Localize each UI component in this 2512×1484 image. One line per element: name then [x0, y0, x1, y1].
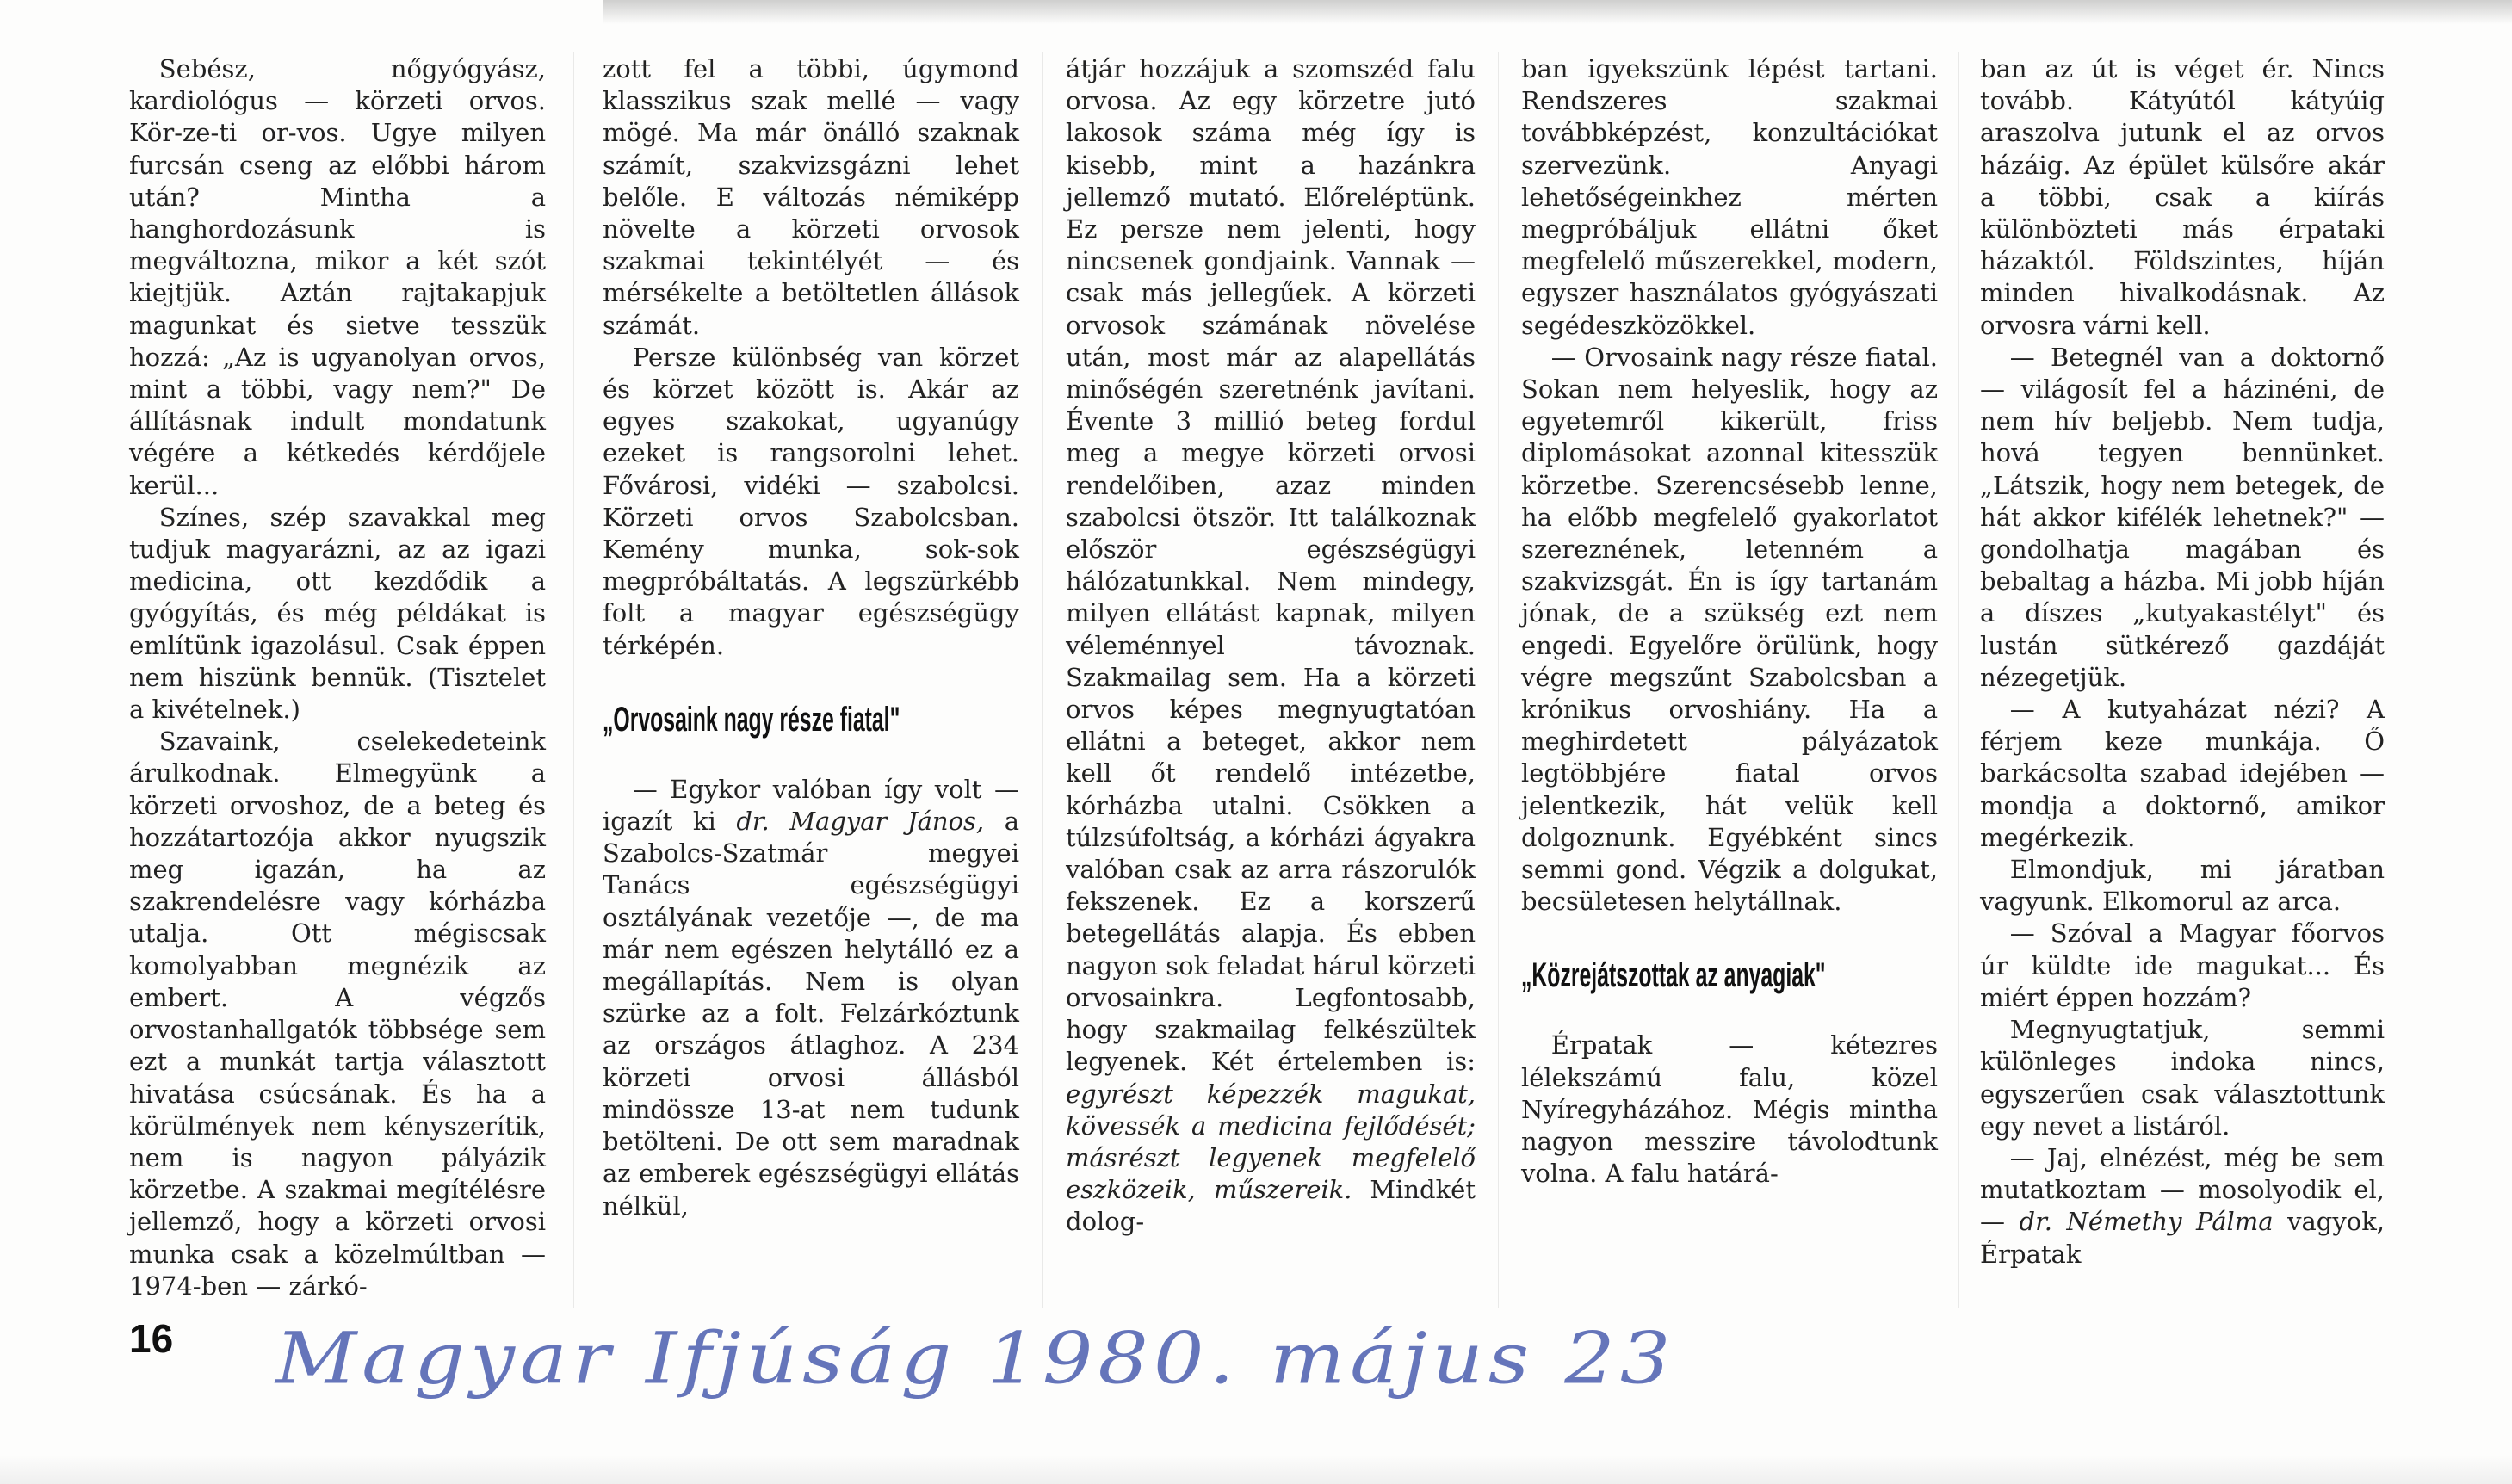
article-column-5 [1980, 53, 2385, 1271]
scan-edge [0, 1455, 2512, 1484]
scan-shading [603, 0, 2512, 24]
handwritten-source-note: Magyar Ifjúság 1980. május 23 [275, 1317, 1676, 1401]
paragraph: ban az út is véget ér. Nincs tovább. Kátyútól kátyúig araszolva jutunk el az orvos házáig. Az épület külsőre akár a többi, csak a kiírás különbözteti más érpataki házaktól. Földszintes, híján minden hivalkodásnak. Az orvosra várni kell. [1980, 54, 2385, 340]
person-name: dr. Magyar János, [736, 807, 985, 837]
subheading: „Közrejátszottak az anyagiak" [1521, 956, 1826, 995]
paragraph-text: a Szabolcs-Szatmár megyei Tanács egészségügyi osztályának vezetője —, de ma már nem egészen helytálló ez a megállapítás. Nem is olyan szürke az a folt. Felzárkóztunk az országos átlaghoz. A 234 körzeti orvosi állásból mindössze 13-at nem tudunk betölteni. De ott sem maradnak az emberek egészségügyi ellátás nélkül, [603, 807, 1019, 1221]
paragraph: Érpatak — kétezres lélekszámú falu, közel Nyíregyházához. Mégis mintha nagyon messzire távolodtunk volna. A falu határá- [1521, 1030, 1938, 1189]
paragraph: — A kutyaházat nézi? A férjem keze munkája. Ő barkácsolta szabad idejében — mondja a doktornő, amikor megérkezik. [1980, 695, 2385, 852]
subheading: „Orvosaink nagy része fiatal" [603, 700, 900, 739]
person-name: dr. Némethy Pálma [2019, 1207, 2274, 1237]
paragraph: zott fel a többi, úgymond klasszikus szak mellé — vagy mögé. Ma már önálló szaknak számít, szakvizsgázni lehet belőle. E változás némiképp növelte a körzeti orvosok szakmai tekintélyét — és mérsékelte a betöltetlen állások számát. [603, 54, 1019, 340]
paragraph-text: — Egykor valóban így volt — igazít ki [603, 774, 1019, 837]
paragraph: ban igyekszünk lépést tartani. Rendszeres szakmai továbbképzést, konzultációkat szervezünk. Anyagi lehetőségeinkhez mérten megpróbáljuk ellátni őket megfelelő műszerekkel, modern, egyszer használatos gyógyászati segédeszközökkel. [1521, 54, 1938, 340]
article-column-4 [1521, 53, 1938, 1190]
paragraph: Sebész, nőgyógyász, kardiológus — körzeti orvos. Kör-ze-ti or-vos. Ugye milyen furcsán cseng az előbbi három után? Mintha a hanghordozásunk is megváltozna, mikor a két szót kiejtjük. Aztán rajtakapjuk magunkat és sietve tesszük hozzá: „Az is ugyanolyan orvos, mint a többi, vagy nem?" De állításnak indult mondatunk végére a kétkedés kérdőjele kerül... [129, 54, 546, 500]
article-column-1 [129, 53, 546, 1302]
paragraph-text: vagyok, Érpatak [1980, 1207, 2385, 1269]
paragraph: — Orvosaink nagy része fiatal. Sokan nem helyeslik, hogy az egyetemről kikerült, friss diplomásokat azonnal kitesszük körzetbe. Szerencsésebb lenne, ha előbb megfelelő gyakorlatot szereznének, letenném a szakvizsgát. Én is így tartanám jónak, de a szükség ezt nem engedi. Egyelőre örülünk, hogy végre megszűnt Szabolcsban a krónikus orvoshiány. Ha a meghirdetett pályázatok legtöbbjére fiatal orvos jelentkezik, hát velük kell dolgoznunk. Egyébként sincs semmi gond. Végzik a dolgukat, becsületesen helytállnak. [1521, 342, 1938, 917]
paragraph-text: átjár hozzájuk a szomszéd falu orvosa. Az egy körzetre jutó lakosok száma még így is kisebb, mint a hazánkra jellemző mutató. Előreléptünk. Ez persze nem jelenti, hogy nincsenek gondjaink. Vannak — csak más jellegűek. A körzeti orvosok számának növelése után, most már az alapellátás minőségén szeretnénk javítani. Évente 3 millió beteg fordul meg a megye körzeti orvosi rendelőiben, azaz minden szabolcsi ötször. Itt találkoznak először egészségügyi hálózatunkkal. Nem mindegy, milyen ellátást kapnak, milyen véleménnyel távoznak. Szakmailag sem. Ha a körzeti orvos képes megnyugtatóan ellátni a beteget, akkor nem kell őt rendelő intézetbe, kórházba utalni. Csökken a túlzsúfoltság, a kórházi ágyakra valóban csak az arra rászorulók fekszenek. Ez a korszerű betegellátás alapja. És ebben nagyon sok feladat hárul körzeti orvosainkra. Legfontosabb, hogy szakmailag felkészültek legyenek. Két értelemben is: [1066, 54, 1476, 1077]
column-divider [1498, 52, 1499, 1308]
paragraph [1980, 1142, 2385, 1271]
paragraph: Színes, szép szavakkal meg tudjuk magyarázni, az az igazi medicina, ott kezdődik a gyógyítás, és még példákat is említünk igazolásul. Csak éppen nem hiszünk bennük. (Tisztelet a kivételnek.) [129, 502, 546, 725]
paragraph-text: Mindkét dolog- [1066, 1175, 1476, 1237]
column-divider [573, 52, 574, 1308]
paragraph: Elmondjuk, mi járatban vagyunk. Elkomorul az arca. [1980, 855, 2385, 917]
article-column-2 [603, 53, 1019, 1222]
paragraph: Megnyugtatjuk, semmi különleges indoka nincs, egyszerűen csak választottunk egy nevet a listáról. [1980, 1015, 2385, 1141]
page-number: 16 [129, 1316, 174, 1361]
paragraph: Szavaink, cselekedeteink árulkodnak. Elmegyünk a körzeti orvoshoz, de a beteg és hozzátartozója akkor nyugszik meg igazán, ha az szakrendelésre vagy kórházba utalja. Ott mégiscsak komolyabban megnézik az embert. A végzős orvostanhallgatók többsége sem ezt a munkát tartja választott hivatása csúcsának. És ha a körülmények nem kényszerítik, nem is nagyon pályázik körzetbe. A szakmai megítélésre jellemző, hogy a körzeti orvosi munka csak a közelmúltban — 1974-ben — zárkó- [129, 727, 546, 1301]
paragraph [1066, 53, 1476, 1239]
paragraph: Persze különbség van körzet és körzet között is. Akár az egyes szakokat, ugyanúgy ezeket is rangsorolni lehet. Fővárosi, vidéki — szabolcsi. Körzeti orvos Szabolcsban. Kemény munka, sok-sok megpróbáltatás. A legszürkébb folt a magyar egészségügy térképén. [603, 342, 1019, 660]
article-column-3 [1066, 53, 1476, 1239]
paragraph-text: — Jaj, elnézést, még be sem mutatkoztam — mosolyodik el, — [1980, 1142, 2385, 1237]
column-divider [1958, 52, 1959, 1308]
paragraph [603, 774, 1019, 1222]
paragraph: — Szóval a Magyar főorvos úr küldte ide magukat... És miért éppen hozzám? [1980, 918, 2385, 1012]
paragraph: — Betegnél van a doktornő — világosít fel a házinéni, de nem hív beljebb. Nem tudja, hová tegyen bennünket. „Látszik, hogy nem betegek, de hát akkor kifélék lehetnek?" — gondolhatja magában és bebaltag a házba. Mi jobb híján a díszes „kutyakastélyt" és lustán sütkérező gazdáját nézegetjük. [1980, 342, 2385, 692]
column-divider [1042, 52, 1043, 1308]
emphasized-text: egyrészt képezzék magukat, kövessék a medicina fejlődését; másrészt legyenek megfelelő eszközeik, műszereik. [1066, 1079, 1476, 1205]
